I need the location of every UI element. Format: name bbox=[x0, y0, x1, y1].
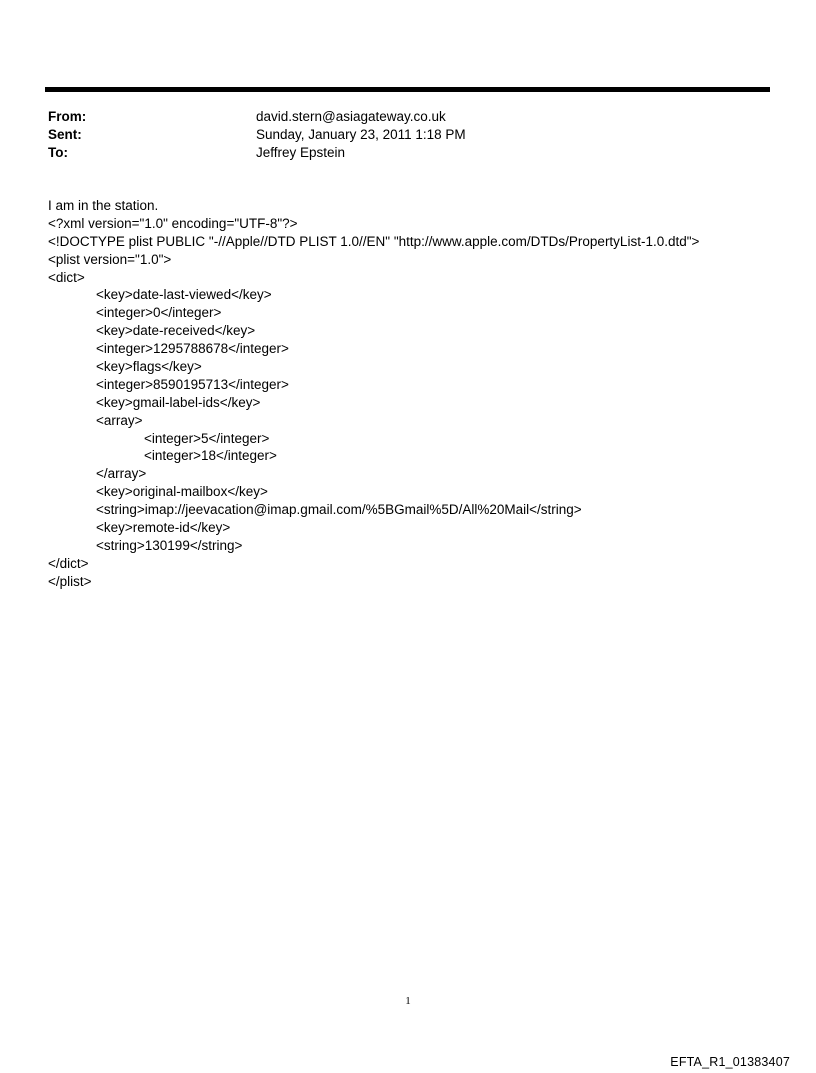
body-line: </dict> bbox=[48, 555, 89, 571]
to-label: To: bbox=[48, 145, 68, 160]
sent-value: Sunday, January 23, 2011 1:18 PM bbox=[256, 127, 466, 142]
body-line: <integer>18</integer> bbox=[144, 448, 277, 464]
from-row bbox=[48, 108, 748, 126]
body-line: <integer>1295788678</integer> bbox=[96, 341, 289, 357]
body-line: <array> bbox=[96, 412, 143, 428]
page-number: 1 bbox=[405, 995, 411, 1007]
body-line: <key>date-received</key> bbox=[96, 323, 256, 339]
body-line: <!DOCTYPE plist PUBLIC "-//Apple//DTD PLIST 1.0//EN" "http://www.apple.com/DTDs/PropertyList-1.0.dtd"> bbox=[48, 233, 700, 249]
body-line: <key>gmail-label-ids</key> bbox=[96, 394, 261, 410]
email-header bbox=[48, 108, 748, 162]
to-row bbox=[48, 144, 748, 162]
body-line: <integer>8590195713</integer> bbox=[96, 376, 289, 392]
body-line: </array> bbox=[96, 466, 147, 482]
body-line: <key>remote-id</key> bbox=[96, 520, 231, 536]
body-line: I am in the station. bbox=[48, 198, 159, 213]
body-line: <key>date-last-viewed</key> bbox=[96, 287, 272, 303]
body-line: <key>flags</key> bbox=[96, 359, 202, 375]
email-body bbox=[48, 197, 788, 591]
body-line: </plist> bbox=[48, 573, 92, 589]
sent-row bbox=[48, 126, 748, 144]
body-line: <dict> bbox=[48, 269, 85, 285]
from-value: david.stern@asiagateway.co.uk bbox=[256, 109, 446, 124]
body-line: <string>130199</string> bbox=[96, 537, 243, 553]
header-divider bbox=[45, 87, 770, 92]
body-line: <integer>0</integer> bbox=[96, 305, 222, 321]
body-line: <?xml version="1.0" encoding="UTF-8"?> bbox=[48, 215, 298, 231]
body-line: <key>original-mailbox</key> bbox=[96, 484, 268, 500]
document-id: EFTA_R1_01383407 bbox=[670, 1055, 790, 1069]
from-label: From: bbox=[48, 109, 87, 124]
body-line: <plist version="1.0"> bbox=[48, 251, 172, 267]
sent-label: Sent: bbox=[48, 127, 82, 142]
body-line: <integer>5</integer> bbox=[144, 430, 270, 446]
to-value: Jeffrey Epstein bbox=[256, 145, 346, 160]
body-line: <string>imap://jeevacation@imap.gmail.com/%5BGmail%5D/All%20Mail</string> bbox=[96, 502, 582, 518]
